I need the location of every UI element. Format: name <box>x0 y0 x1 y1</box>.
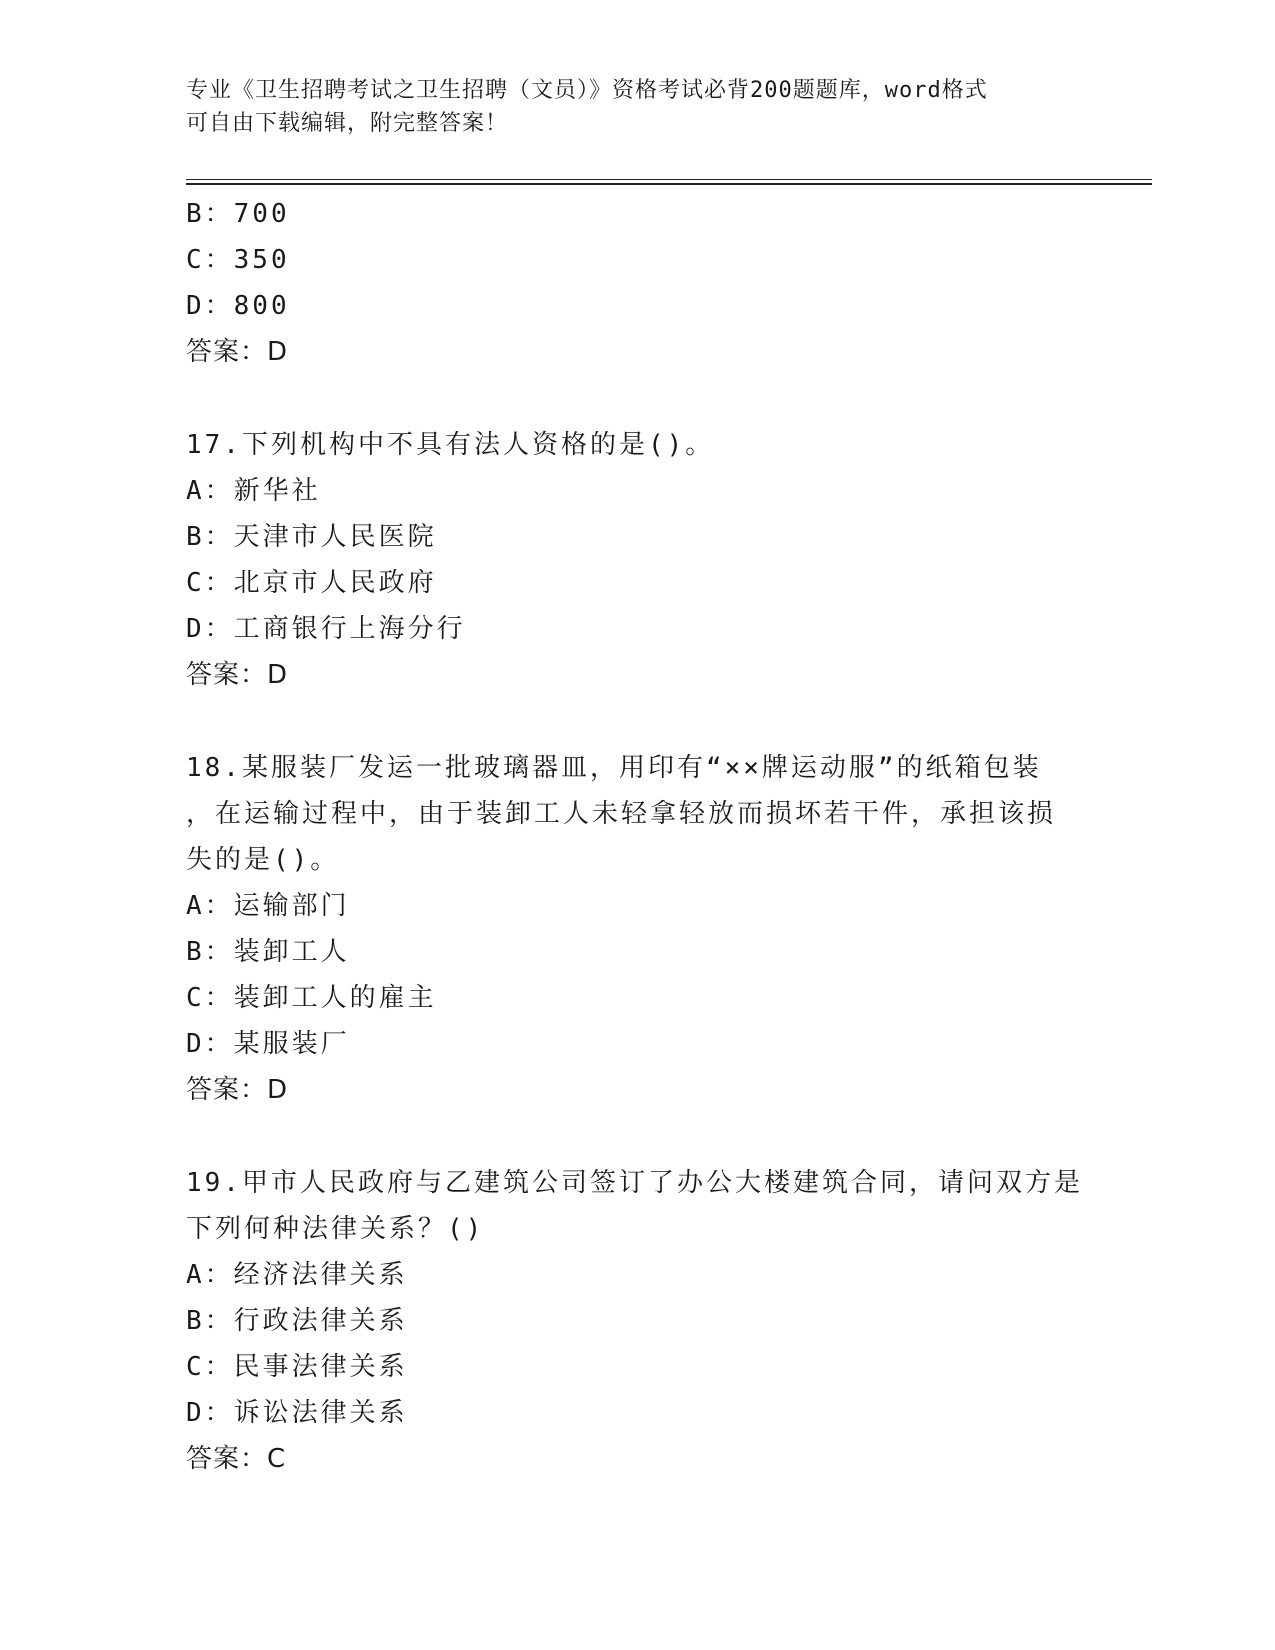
document-header <box>186 74 1066 140</box>
question-text-line-2: 下列何种法律关系？() <box>186 1214 485 1244</box>
option-d: D：工商银行上海分行 <box>186 614 466 644</box>
header-line-2: 可自由下载编辑，附完整答案！ <box>186 111 509 136</box>
option-c: C：装卸工人的雇主 <box>186 983 437 1013</box>
option-d: D：诉讼法律关系 <box>186 1398 408 1428</box>
question-text-line-1: 18.某服装厂发运一批玻璃器皿，用印有“××牌运动服”的纸箱包装 <box>186 753 1042 783</box>
question-17 <box>186 422 1086 698</box>
question-text-line-3: 失的是()。 <box>186 845 340 875</box>
option-b: B：天津市人民医院 <box>186 522 437 552</box>
option-c: C：北京市人民政府 <box>186 568 437 598</box>
option-d: D：800 <box>186 291 290 321</box>
question-16-continued <box>186 191 1086 375</box>
option-b: B：行政法律关系 <box>186 1306 408 1336</box>
question-text: 17.下列机构中不具有法人资格的是()。 <box>186 430 715 460</box>
answer-line: 答案：D <box>186 660 289 690</box>
question-19 <box>186 1160 1086 1482</box>
option-b: B：700 <box>186 199 290 229</box>
answer-line: 答案：D <box>186 337 289 367</box>
option-a: A：经济法律关系 <box>186 1260 408 1290</box>
option-a: A：运输部门 <box>186 891 350 921</box>
option-d: D：某服装厂 <box>186 1029 350 1059</box>
question-18 <box>186 745 1086 1113</box>
option-c: C：民事法律关系 <box>186 1352 408 1382</box>
option-b: B：装卸工人 <box>186 937 350 967</box>
question-text-line-1: 19.甲市人民政府与乙建筑公司签订了办公大楼建筑合同，请问双方是 <box>186 1168 1083 1198</box>
answer-line: 答案：D <box>186 1075 289 1105</box>
answer-line: 答案：C <box>186 1444 287 1474</box>
option-c: C：350 <box>186 245 290 275</box>
document-body <box>186 191 1086 1482</box>
option-a: A：新华社 <box>186 476 321 506</box>
header-line-1: 专业《卫生招聘考试之卫生招聘（文员）》资格考试必背200题题库，word格式 <box>186 78 988 103</box>
question-text-line-2: ，在运输过程中，由于装卸工人未轻拿轻放而损坏若干件，承担该损 <box>186 799 1057 829</box>
header-divider-thin <box>186 179 1152 180</box>
header-divider-thick <box>186 183 1152 185</box>
